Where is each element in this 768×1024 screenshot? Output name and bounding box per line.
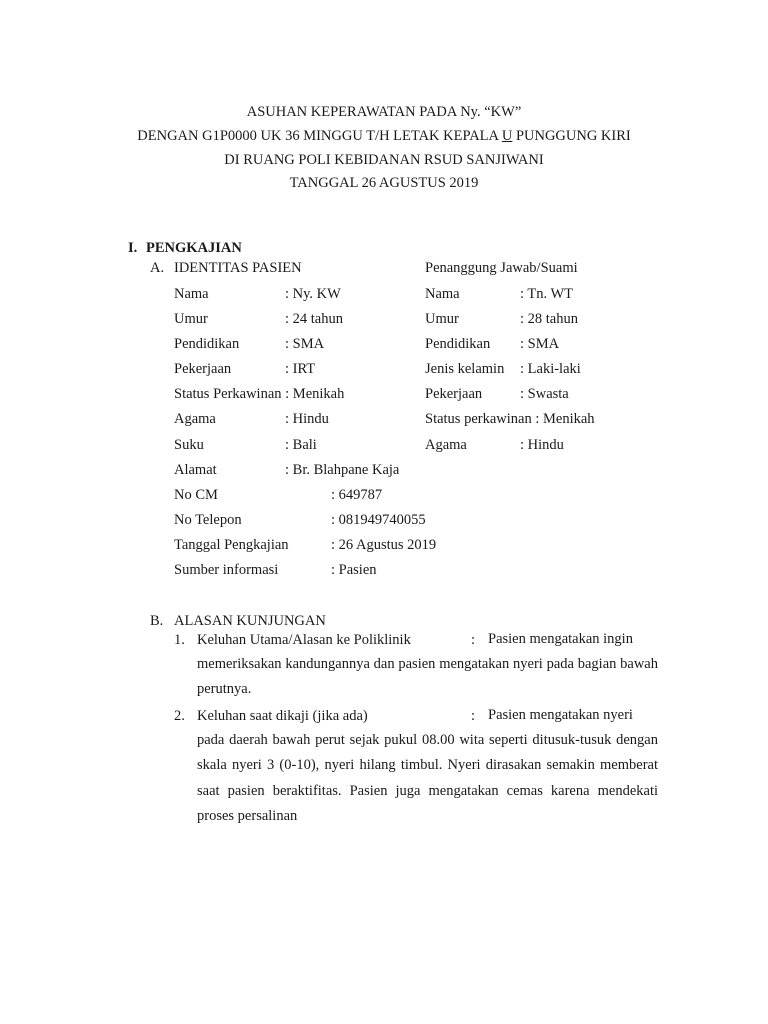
complaint-2-text: pada daerah bawah perut sejak pukul 08.00 wita seperti ditusuk-tusuk dengan skala nyeri 3 (0-10), nyeri hilang timbul. Nyeri dirasakan semakin memberat saat pasien beraktifitas. Pasien juga mengatakan cemas karena mendekati proses persalinan [197, 732, 658, 824]
guardian-nama-label: Nama [425, 286, 460, 302]
guardian-jk-value: : Laki-laki [520, 361, 581, 377]
title-line-3: DI RUANG POLI KEBIDANAN RSUD SANJIWANI [224, 152, 544, 168]
guardian-pekerjaan-label: Pekerjaan [425, 386, 483, 402]
guardian-heading: Penanggung Jawab/Suami [425, 260, 578, 276]
patient-pekerjaan-value: : IRT [285, 361, 316, 377]
title-line-4: TANGGAL 26 AGUSTUS 2019 [289, 175, 479, 191]
complaint-2-label: Keluhan saat dikaji (jika ada) [197, 708, 368, 724]
section-1-title: PENGKAJIAN [146, 240, 242, 256]
patient-tanggal-label: Tanggal Pengkajian [174, 537, 289, 553]
section-1-number: I. [128, 240, 138, 256]
complaint-2-number: 2. [174, 708, 185, 724]
section-b-title: ALASAN KUNJUNGAN [174, 613, 326, 629]
patient-sumber-value: : Pasien [331, 562, 377, 578]
section-a-letter: A. [150, 260, 165, 276]
title-line-1: ASUHAN KEPERAWATAN PADA Ny. “KW” [246, 104, 522, 120]
patient-alamat-label: Alamat [174, 462, 217, 478]
guardian-status: Status perkawinan : Menikah [425, 411, 595, 427]
guardian-nama-value: : Tn. WT [520, 286, 574, 302]
complaint-1-number: 1. [174, 632, 185, 648]
patient-telepon-value: : 081949740055 [331, 512, 426, 528]
patient-nocm-value: : 649787 [331, 487, 383, 503]
complaint-2-colon: : [471, 708, 476, 724]
guardian-umur-label: Umur [425, 311, 459, 327]
patient-suku-value: : Bali [285, 437, 317, 453]
section-b-letter: B. [150, 613, 164, 629]
patient-suku-label: Suku [174, 437, 204, 453]
guardian-pendidikan-value: : SMA [520, 336, 560, 352]
patient-umur-label: Umur [174, 311, 208, 327]
complaint-1-label: Keluhan Utama/Alasan ke Poliklinik [197, 632, 411, 648]
patient-tanggal-value: : 26 Agustus 2019 [331, 537, 437, 553]
title-line-2-pre: DENGAN G1P0000 UK 36 MINGGU T/H LETAK KEPALA [137, 128, 502, 144]
title-line-2-post: PUNGGUNG KIRI [512, 128, 631, 144]
patient-pekerjaan-label: Pekerjaan [174, 361, 232, 377]
title-line-2-underlined: U [501, 128, 513, 144]
patient-umur-value: : 24 tahun [285, 311, 343, 327]
complaint-1-text: memeriksakan kandungannya dan pasien mengatakan nyeri pada bagian bawah perutnya. [197, 656, 658, 698]
patient-agama-label: Agama [174, 411, 216, 427]
guardian-agama-label: Agama [425, 437, 467, 453]
patient-sumber-label: Sumber informasi [174, 562, 279, 578]
complaint-1-colon: : [471, 632, 476, 648]
guardian-jk-label: Jenis kelamin [425, 361, 505, 377]
guardian-umur-value: : 28 tahun [520, 311, 578, 327]
complaint-1-first-line: Pasien mengatakan ingin [488, 631, 633, 647]
patient-telepon-label: No Telepon [174, 512, 242, 528]
patient-nama-label: Nama [174, 286, 209, 302]
guardian-pekerjaan-value: : Swasta [520, 386, 569, 402]
patient-nama-value: : Ny. KW [285, 286, 341, 302]
patient-pendidikan-label: Pendidikan [174, 336, 240, 352]
guardian-agama-value: : Hindu [520, 437, 564, 453]
patient-nocm-label: No CM [174, 487, 218, 503]
guardian-pendidikan-label: Pendidikan [425, 336, 491, 352]
patient-pendidikan-value: : SMA [285, 336, 325, 352]
section-a-title: IDENTITAS PASIEN [174, 260, 302, 276]
complaint-2-first-line: Pasien mengatakan nyeri [488, 707, 633, 723]
patient-alamat-value: : Br. Blahpane Kaja [285, 462, 400, 478]
title-line-2 [0, 127, 768, 145]
patient-status: Status Perkawinan : Menikah [174, 386, 345, 402]
patient-agama-value: : Hindu [285, 411, 329, 427]
